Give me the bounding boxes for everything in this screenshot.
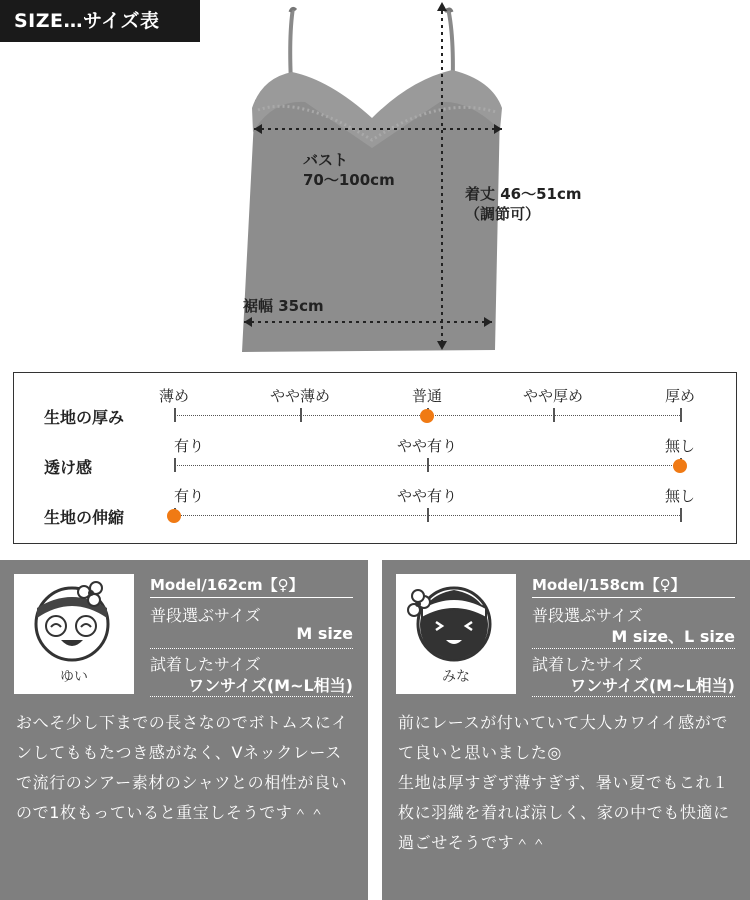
scale-marker-dot: [673, 459, 687, 473]
bust-measurement: バスト 70〜100cm: [303, 151, 395, 189]
hem-measurement: 裾幅 35cm: [243, 297, 324, 315]
divider: [150, 696, 353, 697]
scale-tick: [680, 508, 682, 522]
scale-tick: [553, 408, 555, 422]
tick-label: やや厚め: [522, 387, 584, 405]
scale-marker-dot: [420, 409, 434, 423]
tick-label: 無し: [664, 437, 696, 455]
divider: [150, 648, 353, 649]
scale-tick: [300, 408, 302, 422]
review-comment: 前にレースが付いていて大人カワイイ感がでて良いと思いました◎ 生地は厚すぎず薄すぎず、暑い夏でもこれ１枚に羽織を着れば涼しく、家の中でも快適に過ごせそうです＾＾: [398, 713, 730, 852]
usual-size-value: M size: [296, 624, 353, 643]
tick-label: 普通: [411, 387, 443, 405]
review-comment: おへそ少し下までの長さなのでボトムスにインしてももたつき感がなく、Vネックレースで流行のシアー素材のシャツとの相性が良いので1枚もっていると重宝しそうです＾＾: [16, 713, 349, 822]
tried-size-label: 試着したサイズ: [532, 655, 643, 674]
divider: [532, 696, 735, 697]
tick-label: 薄め: [158, 387, 190, 405]
model-review-card: [382, 560, 750, 900]
scale-tick: [427, 458, 429, 472]
tick-label: 有り: [174, 437, 205, 455]
tick-label: 厚め: [664, 387, 696, 405]
tick-label: やや有り: [396, 487, 458, 505]
tick-label: やや薄め: [269, 387, 331, 405]
scale-tick: [174, 408, 176, 422]
fabric-scale-chart: [13, 372, 737, 544]
scale-tick: [680, 408, 682, 422]
divider: [532, 648, 735, 649]
avatar-name: ゆい: [60, 669, 88, 685]
avatar: [14, 574, 134, 694]
tried-size-value: ワンサイズ(M~L相当): [188, 676, 353, 695]
size-chart-tab: SIZE…サイズ表: [0, 0, 200, 42]
scale-marker-dot: [167, 509, 181, 523]
scale-label: 透け感: [44, 458, 93, 477]
avatar-name: みな: [442, 669, 470, 685]
divider: [150, 597, 353, 598]
scale-row-transparency: [14, 435, 736, 485]
model-height: Model/158cm【♀】: [532, 576, 686, 594]
model-height: Model/162cm【♀】: [150, 576, 304, 594]
tick-label: やや有り: [396, 437, 458, 455]
avatar: [396, 574, 516, 694]
usual-size-label: 普段選ぶサイズ: [532, 606, 643, 625]
tried-size-value: ワンサイズ(M~L相当): [570, 676, 735, 695]
length-measurement: 着丈 46〜51cm （調節可）: [465, 185, 582, 223]
model-review-card: [0, 560, 368, 900]
scale-tick: [427, 508, 429, 522]
usual-size-label: 普段選ぶサイズ: [150, 606, 261, 625]
tick-label: 無し: [664, 487, 696, 505]
divider: [532, 597, 735, 598]
scale-label: 生地の伸縮: [44, 508, 125, 527]
scale-label: 生地の厚み: [44, 408, 125, 427]
scale-row-stretch: [14, 485, 736, 535]
scale-tick: [174, 458, 176, 472]
usual-size-value: M size、L size: [611, 627, 735, 646]
tried-size-label: 試着したサイズ: [150, 655, 261, 674]
scale-row-thickness: [14, 385, 736, 435]
tick-label: 有り: [174, 487, 205, 505]
